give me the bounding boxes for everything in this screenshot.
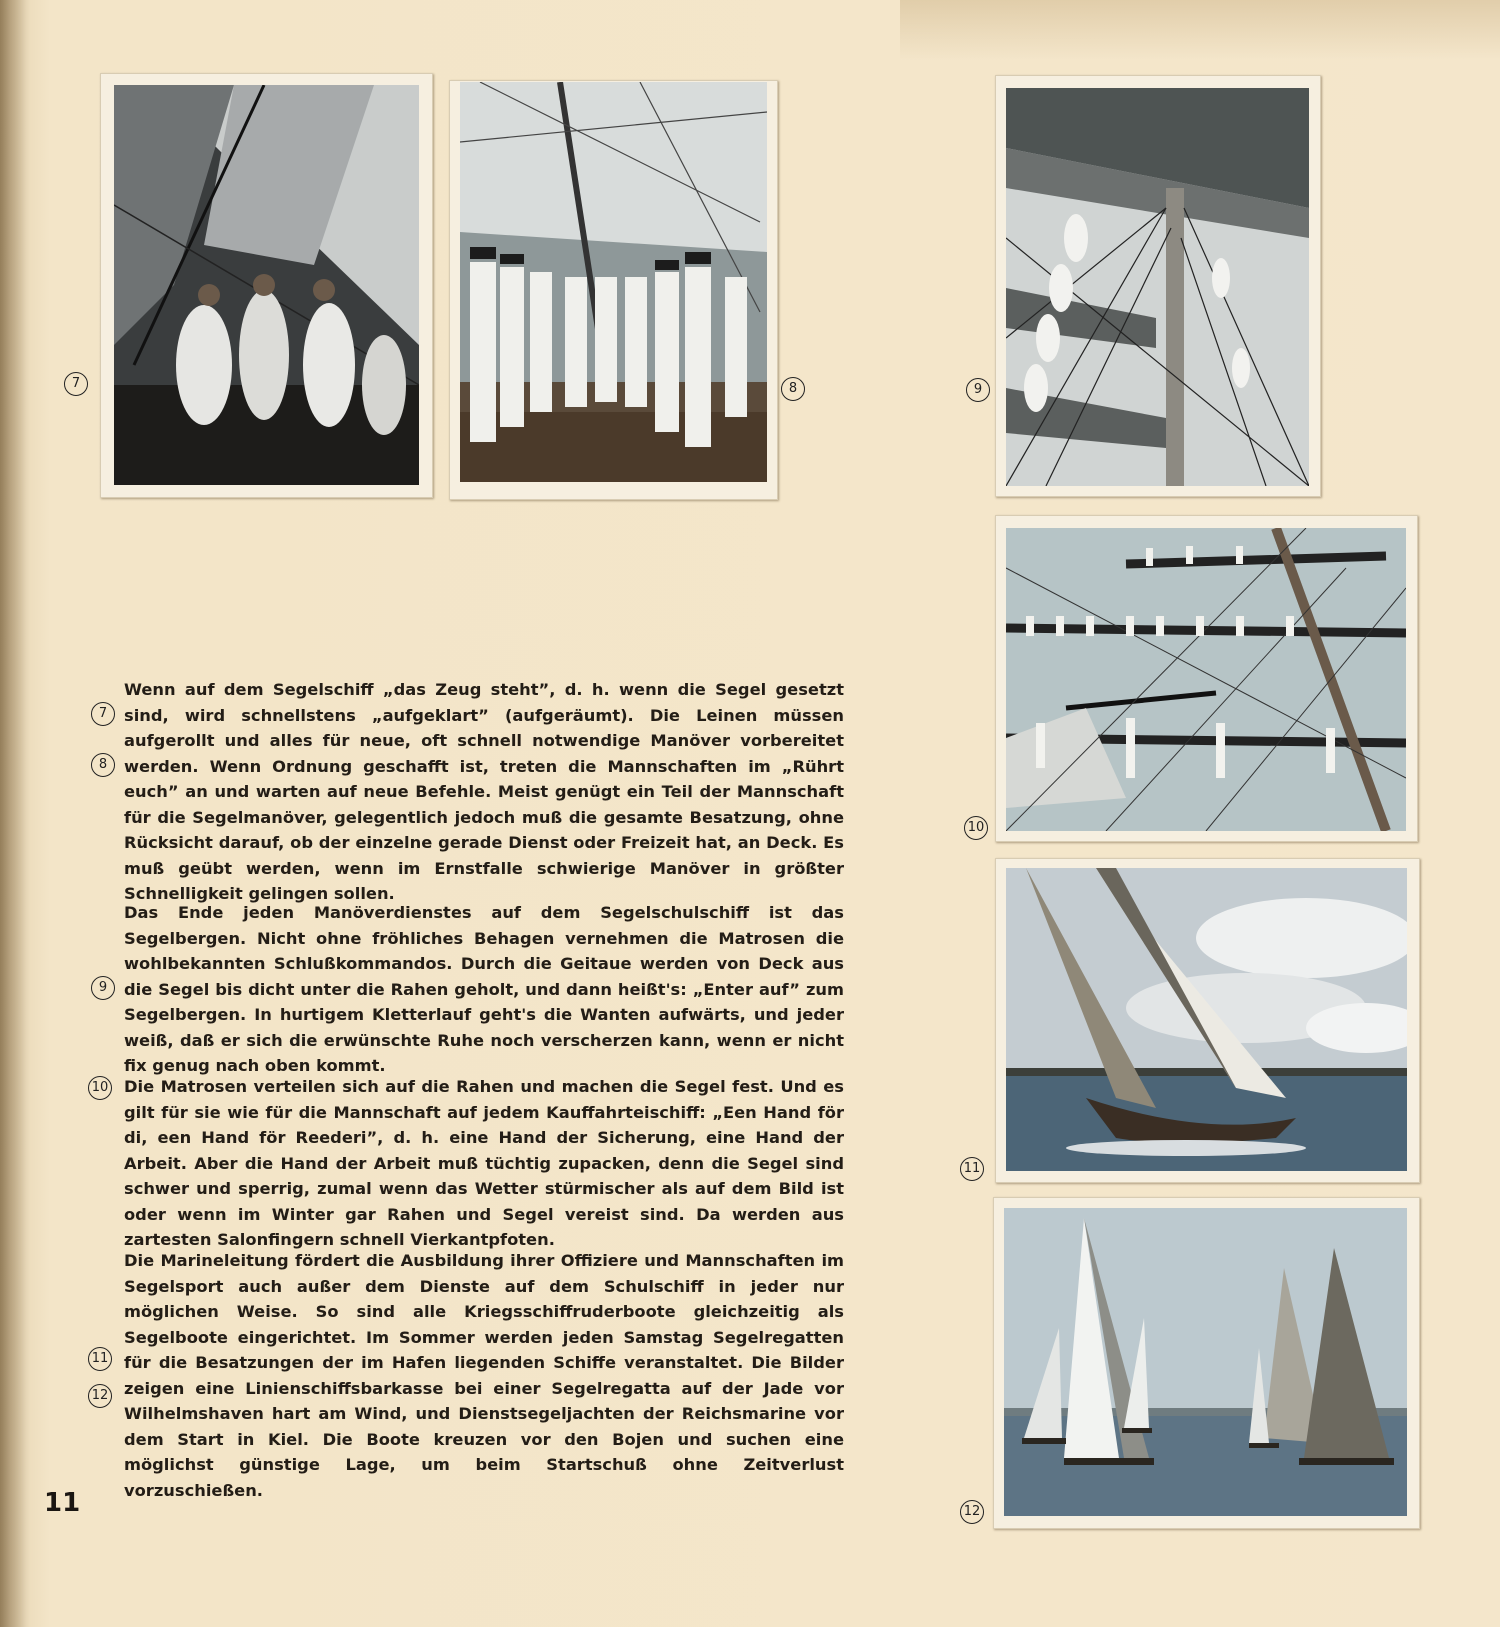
book-spine-shadow (0, 0, 30, 1627)
paragraph-3: Die Matrosen verteilen sich auf die Rahen und machen die Segel fest. Und es gilt für sie wie für die Mannschaft auf jedem Kauffahrteischiff: „Een Hand för di, een Hand för Reederi”, d. h. eine Hand der Sicherung, eine Hand der Arbeit. Aber die Hand der Arbeit muß tüchtig zupacken, denn die Segel sind schwer und sperrig, zumal wenn das Wetter stürmischer als auf dem Bild ist oder wenn im Winter gar Rahen und Segel vereist sind. Da werden aus zartesten Salonfingern schnell Vierkantpfoten. (124, 1077, 844, 1249)
text-marker-7: 7 (91, 702, 115, 726)
paragraph-4: Die Marineleitung fördert die Ausbildung ihrer Offiziere und Mannschaften im Segelsport auch außer dem Dienste auf dem Schulschiff in jeder nur möglichen Weise. So sind alle Kriegsschiffruderboote gleichzeitig als Segelboote eingerichtet. Im Sommer werden jeden Samstag Segelregatten für die Besatzungen der im Hafen liegenden Schiffe veranstaltet. Die Bilder zeigen eine Linienschiffsbarkasse bei einer Segelregatta auf der Jade vor Wilhelmshaven hart am Wind, und Dienstsegeljachten der Reichsmarine vor dem Start in Kiel. Die Boote kreuzen vor den Bojen und suchen eine möglichst günstige Lage, um beim Startschuß ohne Zeitverlust vorzuschießen. (124, 1251, 844, 1500)
paragraph-2: Das Ende jeden Manöverdienstes auf dem Segelschulschiff ist das Segelbergen. Nicht ohne fröhliches Behagen vernehmen die Matrosen die wohlbekannten Schlußkommandos. Durch die Geitaue werden von Deck aus die Segel bis dicht unter die Rahen geholt, und dann heißt's: „Enter auf” zum Segelbergen. In hurtigem Kletterlauf geht's die Wanten aufwärts, und jeder weiß, daß er sich die erwünschte Ruhe noch verscherzen kann, wenn er nicht fix genug nach oben kommt. (124, 903, 844, 1075)
photo-10-sailors-on-yards (1006, 528, 1406, 831)
figure-marker-9: 9 (966, 378, 990, 402)
paper-stain (900, 0, 1500, 60)
text-marker-9: 9 (91, 976, 115, 1000)
photo-9-sailors-climbing-rigging (1006, 88, 1309, 486)
text-marker-10: 10 (88, 1076, 112, 1100)
text-marker-12: 12 (88, 1384, 112, 1408)
text-marker-8: 8 (91, 753, 115, 777)
paragraph-1: Wenn auf dem Segelschiff „das Zeug steht”, d. h. wenn die Segel gesetzt sind, wird schnellstens „aufgeklart” (aufgeräumt). Die Leinen müssen aufgerollt und alles für neue, oft schnell notwendige Manöver vorbereitet werden. Wenn Ordnung geschafft ist, treten die Mannschaften im „Rührt euch” an und warten auf neue Befehle. Meist genügt ein Teil der Mannschaft für die Segelmanöver, gelegentlich jedoch muß die gesamte Besatzung, ohne Rücksicht darauf, ob der einzelne gerade Dienst oder Freizeit hat, an Deck. Es muß geübt werden, wenn im Ernstfalle schwierige Manöver in größter Schnelligkeit gelingen sollen. (124, 680, 844, 903)
page-number: 11 (44, 1488, 81, 1518)
photo-8-crew-standing (460, 82, 767, 482)
text-marker-11: 11 (88, 1347, 112, 1371)
photo-12-sailing-yachts-kiel (1004, 1208, 1407, 1516)
figure-marker-11: 11 (960, 1157, 984, 1181)
photo-7-sailors-on-deck (114, 85, 419, 485)
photo-11-racing-launch (1006, 868, 1407, 1171)
figure-marker-7: 7 (64, 372, 88, 396)
figure-marker-8: 8 (781, 377, 805, 401)
figure-marker-12: 12 (960, 1500, 984, 1524)
figure-marker-10: 10 (964, 816, 988, 840)
